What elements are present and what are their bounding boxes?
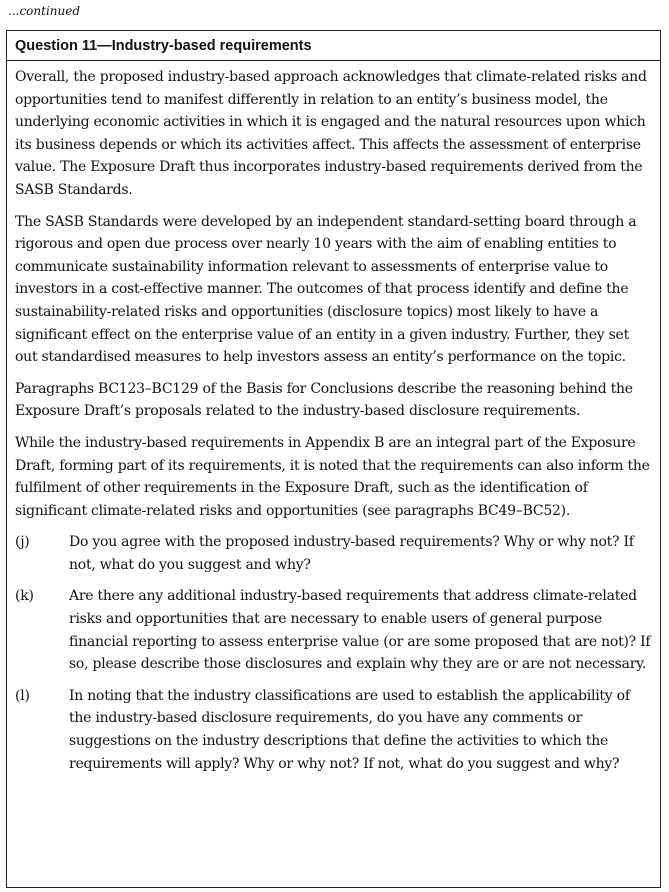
question-label: (j) bbox=[15, 534, 30, 551]
question-body bbox=[7, 61, 660, 775]
continued-label: ...continued bbox=[8, 4, 81, 18]
paragraph-basis-for-conclusions: Paragraphs BC123–BC129 of the Basis for Conclusions describe the reasoning behind the Exposure Draft’s proposals related to the industry-based disclosure requirements. bbox=[15, 380, 633, 420]
paragraph-overview: Overall, the proposed industry-based approach acknowledges that climate-related risks and opportunities tend to manifest differently in relation to an entity’s business model, the underlying economic activities in which it is engaged and the natural resources upon which its business depends or which its activities affect. This affects the assessment of enterprise value. The Exposure Draft thus incorporates industry-based requirements derived from the SASB Standards. bbox=[15, 69, 647, 198]
question-item-k bbox=[15, 585, 652, 675]
question-text: Do you agree with the proposed industry-based requirements? Why or why not? If not, what do you suggest and why? bbox=[69, 534, 634, 573]
question-label: (l) bbox=[15, 687, 30, 704]
question-box bbox=[6, 30, 661, 888]
question-title: Question 11—Industry-based requirements bbox=[7, 31, 660, 61]
paragraph-appendix-b: While the industry-based requirements in Appendix B are an integral part of the Exposure Draft, forming part of its requirements, it is noted that the requirements can also inform the fulfilment of other requirements in the Exposure Draft, such as the identification of significant climate-related risks and opportunities (see paragraphs BC49–BC52). bbox=[15, 434, 650, 519]
question-label: (k) bbox=[15, 588, 34, 605]
paragraph-sasb-standards: The SASB Standards were developed by an independent standard-setting board through a rigorous and open due process over nearly 10 years with the aim of enabling entities to communicate sustainability information relevant to assessments of enterprise value to investors in a cost-effective manner. The outcomes of that process identify and define the sustainability-related risks and opportunities (disclosure topics) most likely to have a significant effect on the enterprise value of an entity in a given industry. Further, they set out standardised measures to help investors assess an entity’s performance on the topic. bbox=[15, 213, 637, 366]
question-item-j bbox=[15, 531, 652, 576]
question-text: In noting that the industry classifications are used to establish the applicability of the industry-based disclosure requirements, do you have any comments or suggestions on the industry descriptions that define the activities to which the requirements will apply? Why or why not? If not, what do you suggest and why? bbox=[69, 687, 630, 772]
question-item-l bbox=[15, 685, 652, 775]
question-text: Are there any additional industry-based requirements that address climate-related risks and opportunities that are necessary to enable users of general purpose financial reporting to assess enterprise value (or are some proposed that are not)? If so, please describe those disclosures and explain why they are or are not necessary. bbox=[69, 588, 651, 673]
